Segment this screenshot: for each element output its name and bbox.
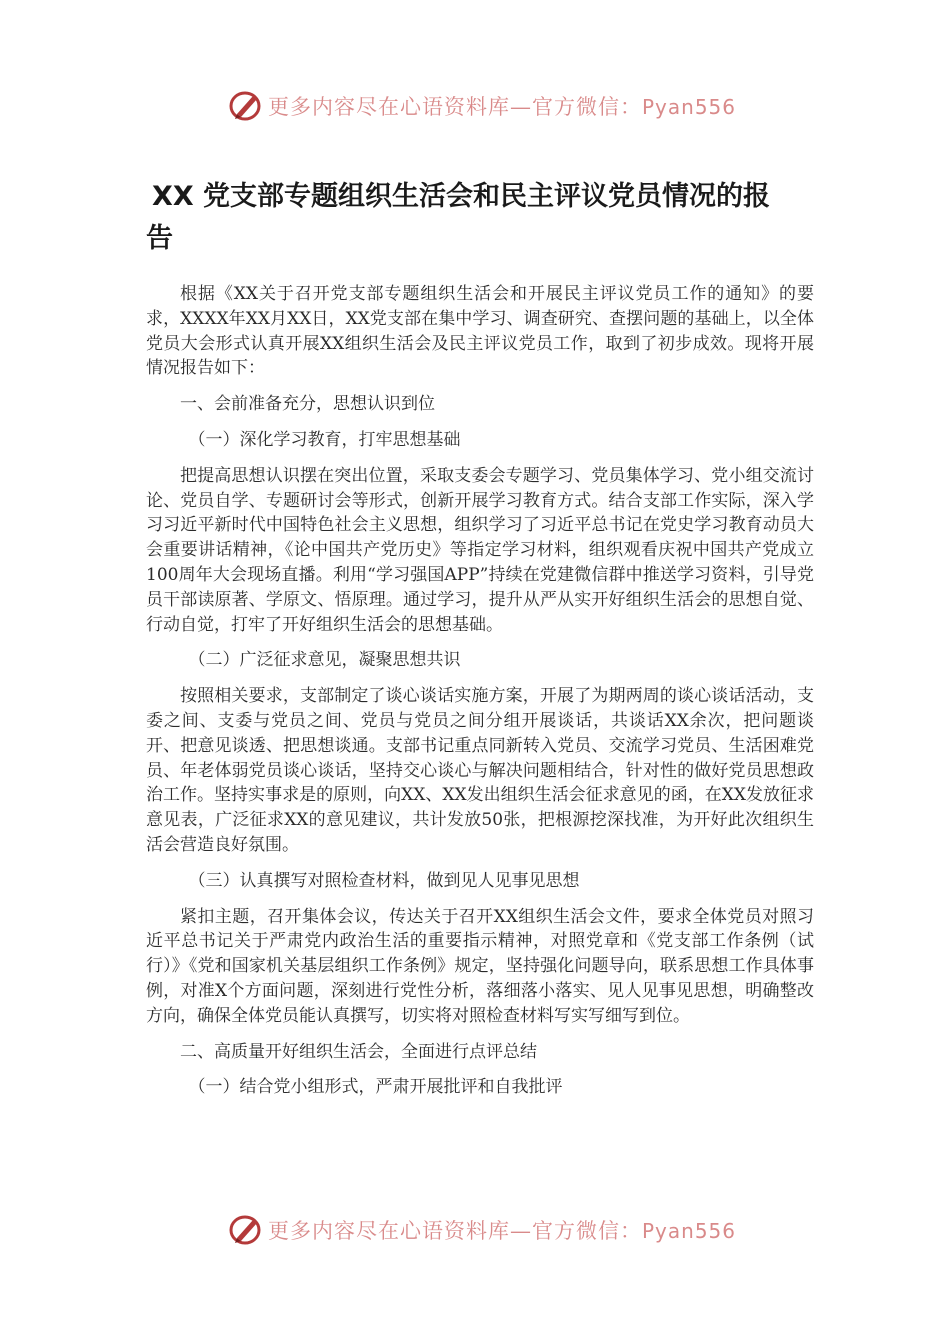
- paragraph-1-2: 按照相关要求，支部制定了谈心谈话实施方案，开展了为期两周的谈心谈话活动，支委之间、支委与党员之间、党员与党员之间分组开展谈话，共谈话XX余次，把问题谈开、把意见谈透、把思想谈通。支部书记重点同新转入党员、交流学习党员、生活困难党员、年老体弱党员谈心谈话，坚持交心谈心与解决问题相结合，针对性的做好党员思想政治工作。坚持实事求是的原则，向XX、XX发出组织生活会征求意见的函，在XX发放征求意见表，广泛征求XX的意见建议，共计发放50张，把根源挖深找准，为开好此次组织生活会营造良好氛围。: [146, 686, 814, 855]
- title-line-2: 告: [146, 223, 173, 254]
- pen-logo-icon: [228, 88, 264, 124]
- banner-text: 更多内容尽在心语资料库—官方微信：Pyan556: [268, 1219, 737, 1243]
- wechat-id: Pyan556: [642, 1219, 737, 1243]
- section-heading-1: 一、会前准备充分，思想认识到位: [180, 394, 435, 415]
- document-body: [146, 282, 814, 1111]
- wechat-id: Pyan556: [642, 95, 737, 119]
- subsection-heading-1-1: （一）深化学习教育，打牢思想基础: [188, 429, 461, 450]
- title-line-1: XX 党支部专题组织生活会和民主评议党员情况的报: [152, 181, 771, 212]
- paragraph-1-3: 紧扣主题，召开集体会议，传达关于召开XX组织生活会文件，要求全体党员对照习近平总书记关于严肃党内政治生活的重要指示精神，对照党章和《党支部工作条例（试行）》《党和国家机关基层组织工作条例》规定，坚持强化问题导向，联系思想工作具体事例，对准X个方面问题，深刻进行党性分析，落细落小落实、见人见事见思想，明确整改方向，确保全体党员能认真撰写，切实将对照检查材料写实写细写到位。: [146, 906, 814, 1026]
- paragraph-1-1: 把提高思想认识摆在突出位置，采取支委会专题学习、党员集体学习、党小组交流讨论、党员自学、专题研讨会等形式，创新开展学习教育方式。结合支部工作实际，深入学习习近平新时代中国特色社会主义思想，组织学习了习近平总书记在党史学习教育动员大会重要讲话精神，《论中国共产党历史》等指定学习材料，组织观看庆祝中国共产党成立100周年大会现场直播。利用“学习强国APP”持续在党建微信群中推送学习资料，引导党员干部读原著、学原文、悟原理。通过学习，提升从严从实开好组织生活会的思想自觉、行动自觉，打牢了开好组织生活会的思想基础。: [146, 465, 814, 635]
- banner-text: 更多内容尽在心语资料库—官方微信：Pyan556: [268, 95, 737, 119]
- header-banner: [228, 86, 736, 126]
- subsection-heading-1-3: （三）认真撰写对照检查材料，做到见人见事见思想: [188, 870, 580, 891]
- subsection-heading-2-1: （一）结合党小组形式，严肃开展批评和自我批评: [188, 1077, 563, 1098]
- pen-logo-icon: [228, 1212, 264, 1248]
- subsection-heading-1-2: （二）广泛征求意见，凝聚思想共识: [188, 650, 461, 671]
- intro-paragraph: 根据《XX关于召开党支部专题组织生活会和开展民主评议党员工作的通知》的要求，XXXX年XX月XX日，XX党支部在集中学习、调查研究、查摆问题的基础上，以全体党员大会形式认真开展XX组织生活会及民主评议党员工作，取到了初步成效。现将开展情况报告如下：: [146, 284, 814, 379]
- document-title: [146, 176, 816, 260]
- footer-banner: [228, 1210, 736, 1250]
- section-heading-2: 二、高质量开好组织生活会，全面进行点评总结: [180, 1041, 537, 1062]
